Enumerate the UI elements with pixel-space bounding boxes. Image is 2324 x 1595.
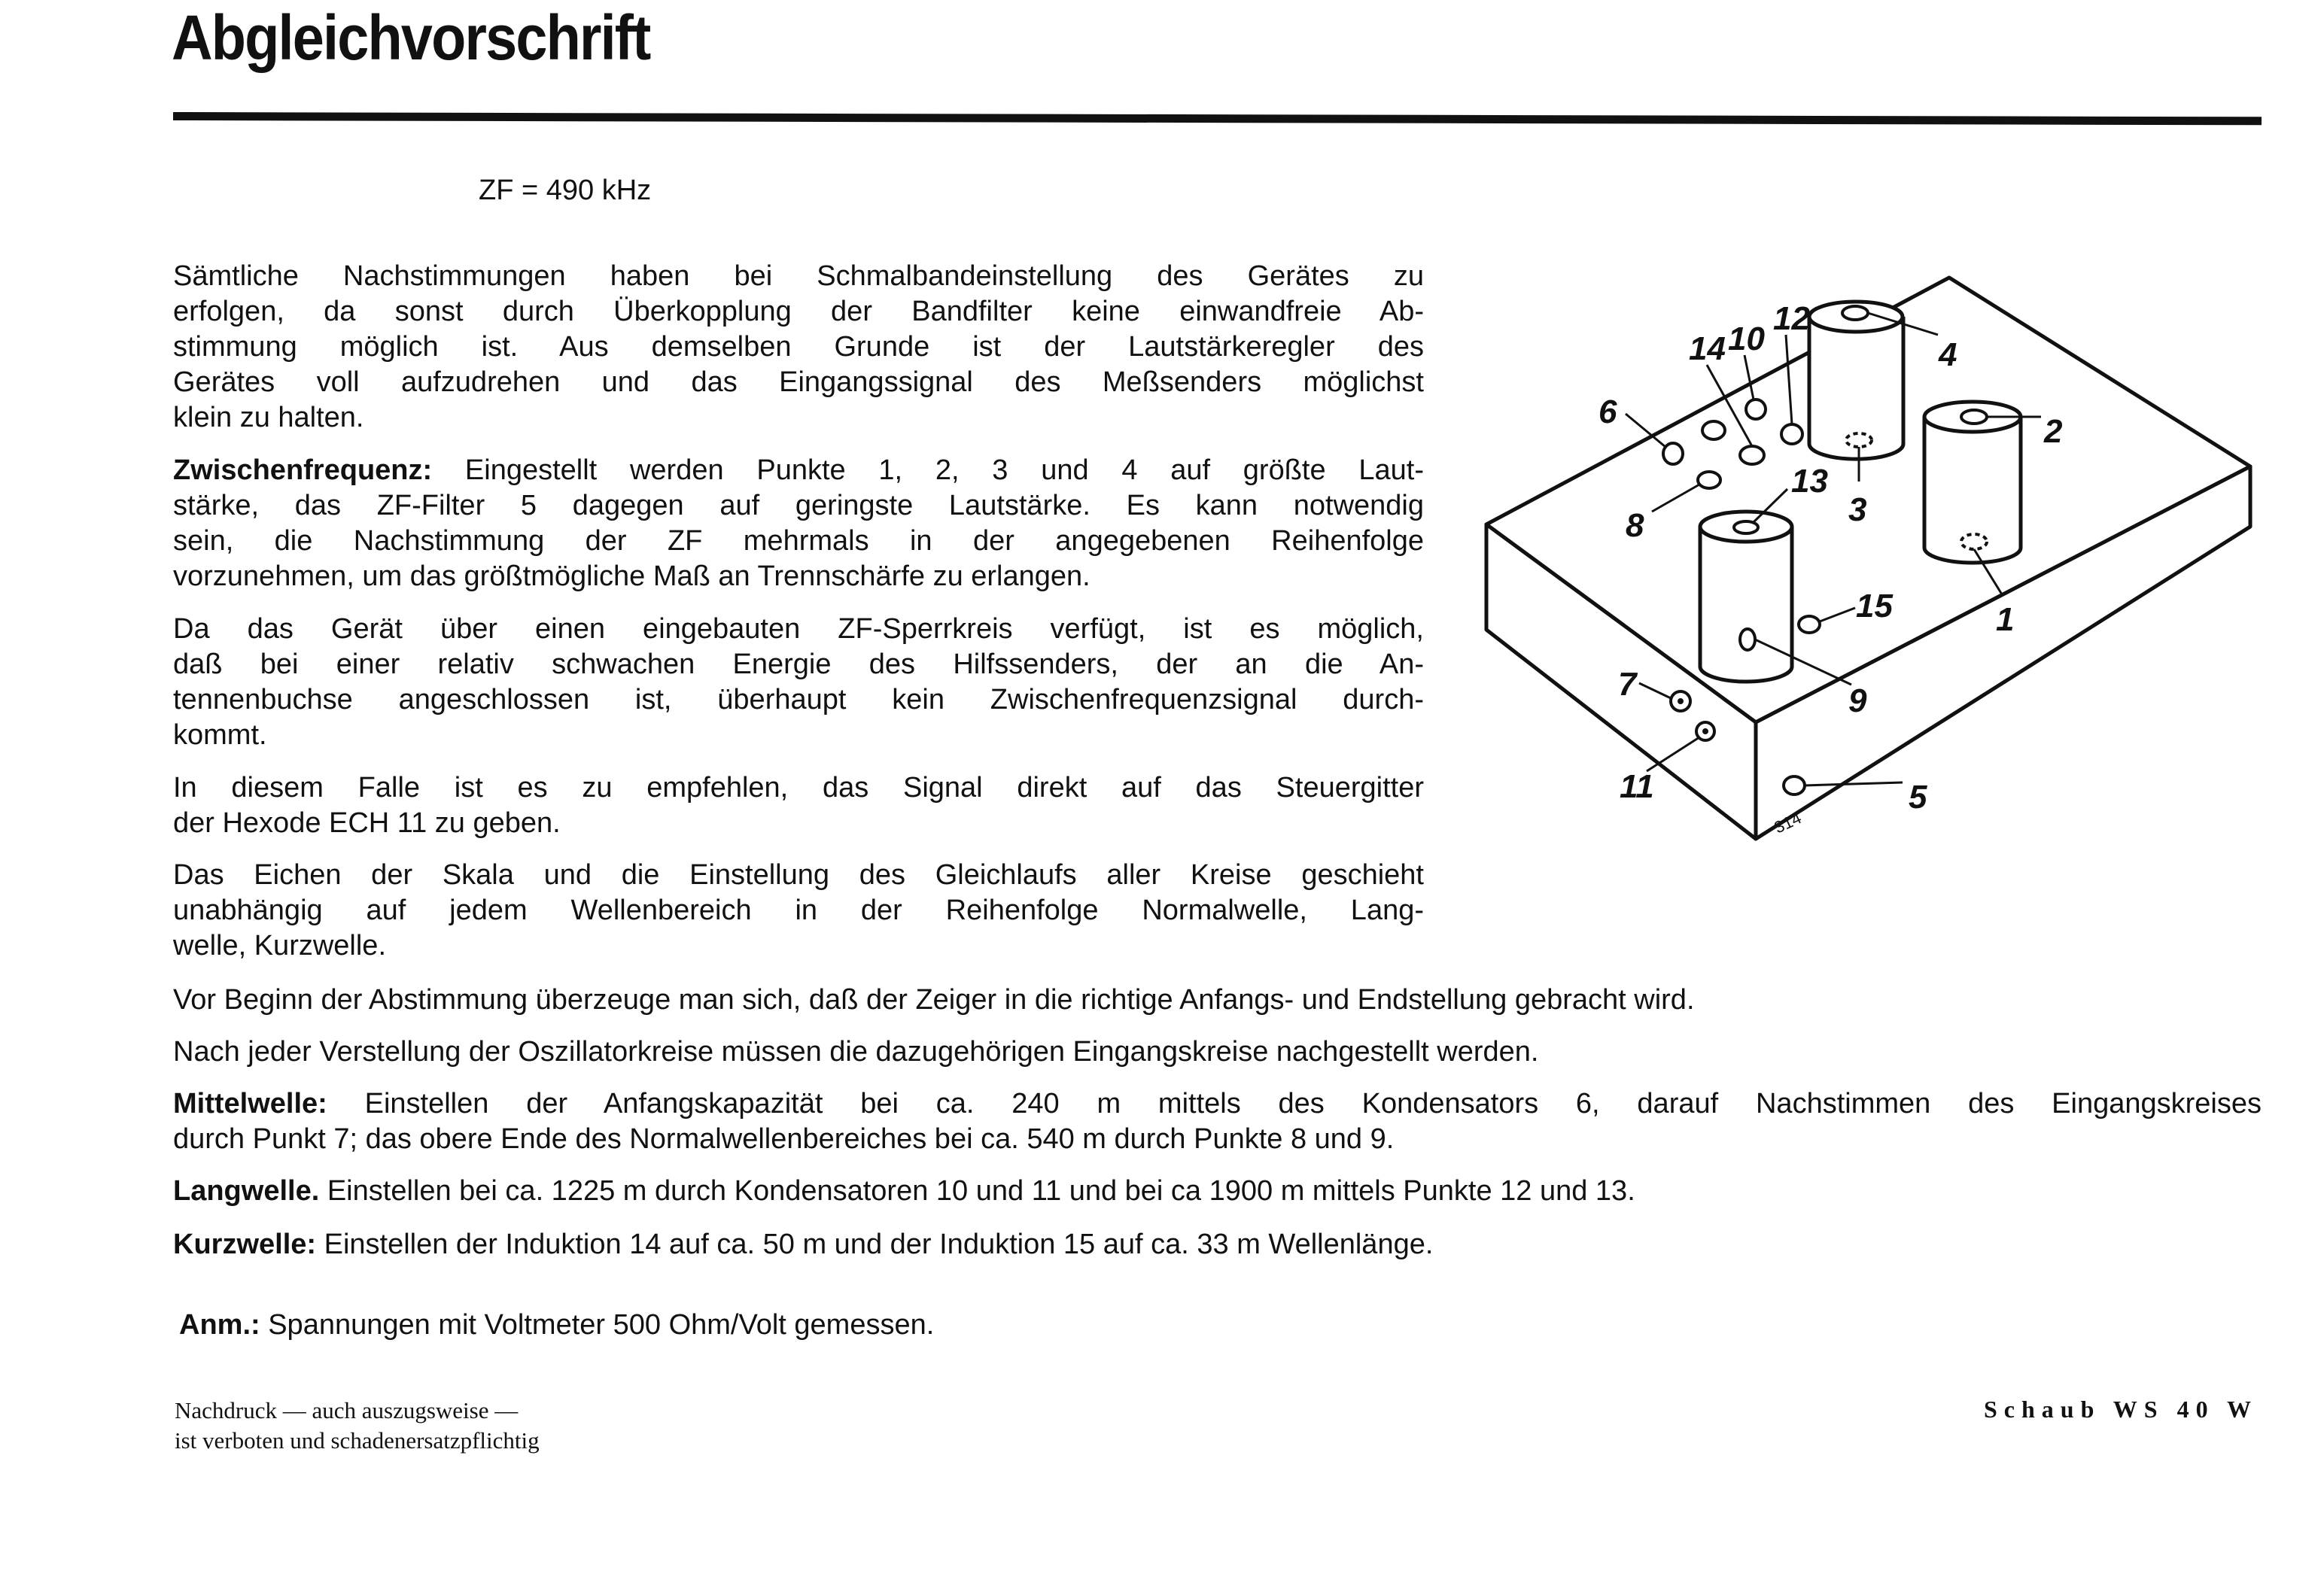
line-text: unabhängig auf jedem Wellenbereich in der Reihenfolge Normalwelle, Lang- — [173, 895, 1424, 926]
line-text: durch Punkt 7; das obere Ende des Normalwellenbereiches bei ca. 540 m durch Punkte 8 und 9. — [173, 1123, 1395, 1155]
footer-line-2: ist verboten und schadenersatzpflichtig — [175, 1427, 540, 1454]
line-text: Vor Beginn der Abstimmung überzeuge man sich, daß der Zeiger in die richtige Anfangs- und Endstellung gebracht wird. — [173, 984, 1695, 1016]
footer-line-1: Nachdruck — auch auszugsweise — — [175, 1397, 519, 1423]
note-lead: Anm.: — [179, 1309, 260, 1341]
line-text: vorzunehmen, um das größtmögliche Maß an Trennschärfe zu erlangen. — [173, 561, 1091, 592]
diagram-label-4: 4 — [1939, 336, 1957, 373]
section-heading: Zwischenfrequenz: — [173, 454, 433, 486]
section-heading: Kurzwelle: — [173, 1229, 317, 1260]
diagram-label-12: 12 — [1773, 300, 1810, 337]
diagram-label-7: 7 — [1618, 666, 1637, 703]
line-text: Gerätes voll aufzudrehen und das Eingangssignal des Meßsenders möglichst — [173, 366, 1424, 398]
diagram-label-11: 11 — [1620, 768, 1654, 805]
diagram-label-13: 13 — [1791, 463, 1828, 500]
line-text: welle, Kurzwelle. — [173, 930, 386, 962]
diagram-label-2: 2 — [2044, 413, 2063, 450]
coil-can-4-3 — [1809, 302, 1903, 459]
line-text: Sämtliche Nachstimmungen haben bei Schmalbandeinstellung des Gerätes zu — [173, 260, 1424, 292]
line-text: erfolgen, da sonst durch Überkopplung der Bandfilter keine einwandfreie Ab- — [173, 296, 1424, 327]
page-title: Abgleichvorschrift — [172, 2, 650, 73]
diagram-label-10: 10 — [1728, 321, 1765, 357]
zf-frequency: ZF = 490 kHz — [479, 175, 652, 206]
line-text: Eingestellt werden Punkte 1, 2, 3 und 4 auf größte Laut- — [432, 454, 1424, 486]
line-text: Da das Gerät über einen eingebauten ZF-Sperrkreis verfügt, ist es möglich, — [173, 613, 1424, 645]
line-text: stärke, das ZF-Filter 5 dagegen auf geringste Lautstärke. Es kann notwendig — [173, 490, 1424, 521]
section-heading: Mittelwelle: — [173, 1088, 327, 1120]
line-text: Einstellen der Anfangskapazität bei ca. 240 m mittels des Kondensators 6, darauf Nachstimmen des Eingangskreises — [327, 1088, 2262, 1120]
coil-can-2-1 — [1924, 402, 2021, 563]
diagram-label-15: 15 — [1856, 588, 1893, 624]
line-text: In diesem Falle ist es zu empfehlen, das Signal direkt auf das Steuergitter — [173, 772, 1424, 804]
line-text: Das Eichen der Skala und die Einstellung des Gleichlaufs aller Kreise geschieht — [173, 859, 1424, 891]
section-heading: Langwelle. — [173, 1175, 320, 1207]
line-text: Einstellen bei ca. 1225 m durch Kondensatoren 10 und 11 und bei ca 1900 m mittels Punkte 12 und 13. — [319, 1175, 1635, 1207]
line-text: stimmung möglich ist. Aus demselben Grunde ist der Lautstärkeregler des — [173, 331, 1424, 363]
line-text: Nach jeder Verstellung der Oszillatorkreise müssen die dazugehörigen Eingangskreise nachgestellt werden. — [173, 1036, 1539, 1068]
figure-number: 314 — [1771, 808, 1805, 837]
line-text: kommt. — [173, 719, 267, 751]
line-text: sein, die Nachstimmung der ZF mehrmals in der angegebenen Reihenfolge — [173, 525, 1424, 557]
line-text: tennenbuchse angeschlossen ist, überhaupt kein Zwischenfrequenzsignal durch- — [173, 684, 1424, 715]
line-text: Einstellen der Induktion 14 auf ca. 50 m und der Induktion 15 auf ca. 33 m Wellenlänge. — [316, 1229, 1434, 1260]
model-name: Schaub WS 40 W — [1983, 1396, 2258, 1423]
line-text: daß bei einer relativ schwachen Energie des Hilfssenders, der an die An- — [173, 649, 1424, 680]
note-text: Spannungen mit Voltmeter 500 Ohm/Volt gemessen. — [260, 1309, 935, 1341]
diagram-label-14: 14 — [1689, 330, 1726, 367]
diagram-label-8: 8 — [1626, 507, 1644, 544]
line-text: klein zu halten. — [173, 402, 364, 433]
diagram-label-1: 1 — [1996, 601, 2015, 638]
diagram-label-6: 6 — [1599, 393, 1617, 430]
line-text: der Hexode ECH 11 zu geben. — [173, 807, 561, 839]
diagram-label-9: 9 — [1848, 682, 1867, 719]
diagram-label-3: 3 — [1848, 491, 1867, 528]
coil-can-13-9 — [1700, 512, 1792, 682]
diagram-label-5: 5 — [1909, 779, 1927, 816]
